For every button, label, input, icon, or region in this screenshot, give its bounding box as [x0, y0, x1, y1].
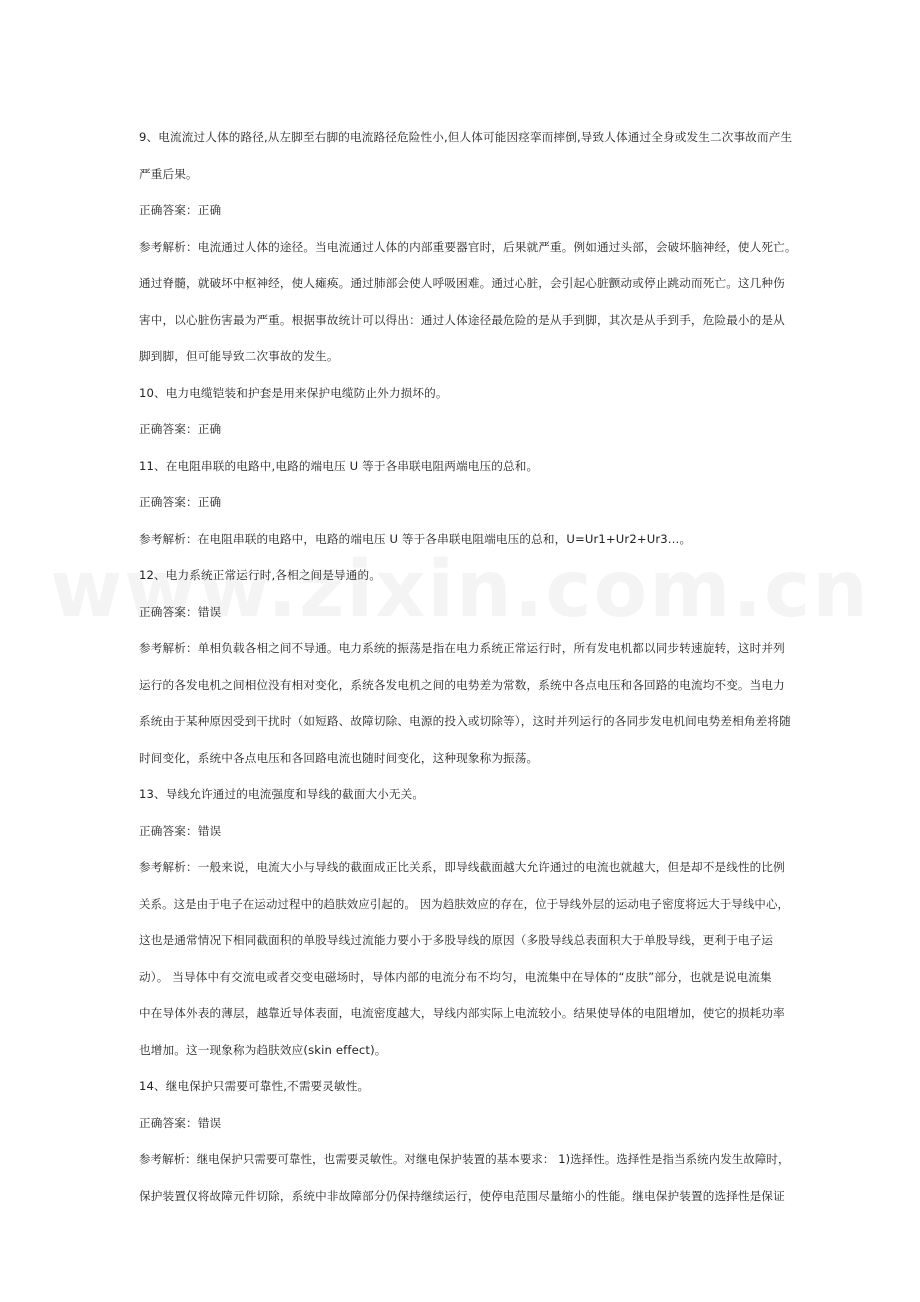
explanation-13-line-4: 动）。 当导体中有交流电或者交变电磁场时，导体内部的电流分布不均匀，电流集中在导体的“皮肤”部分，也就是说电流集 [139, 969, 772, 984]
document-body [139, 119, 799, 1214]
question-9-line-1: 9、电流流过人体的路径,从左脚至右脚的电流路径危险性小,但人体可能因痉挛而摔倒,导致人体通过全身或发生二次事故而产生 [139, 130, 793, 144]
explanation-12-line-2: 运行的各发电机之间相位没有相对变化，系统各发电机之间的电势差为常数，系统中各点电压和各回路的电流均不变。当电力 [139, 677, 785, 692]
explanation-9-line-1: 参考解析：电流通过人体的途径。当电流通过人体的内部重要器官时，后果就严重。例如通过头部，会破坏脑神经，使人死亡。 [139, 239, 797, 254]
explanation-12-line-4: 时间变化，系统中各点电压和各回路电流也随时间变化，这种现象称为振荡。 [139, 750, 539, 765]
question-9-line-2: 严重后果。 [139, 166, 198, 181]
explanation-9-line-2: 通过脊髓，就破坏中枢神经，使人瘫痪。通过肺部会使人呼吸困难。通过心脏，会引起心脏颤动或停止跳动而死亡。这几种伤 [139, 276, 785, 290]
explanation-12-line-1: 参考解析：单相负载各相之间不导通。电力系统的振荡是指在电力系统正常运行时，所有发电机都以同步转速旋转，这时并列 [139, 641, 785, 655]
answer-14: 正确答案：错误 [139, 1115, 222, 1130]
explanation-13-line-5: 中在导体外表的薄层，越靠近导体表面，电流密度越大，导线内部实际上电流较小。结果使导体的电阻增加，使它的损耗功率 [139, 1006, 785, 1020]
answer-9: 正确答案：正确 [139, 203, 222, 217]
explanation-9-line-4: 脚到脚，但可能导致二次事故的发生。 [139, 349, 339, 363]
explanation-13-line-2: 关系。这是由于电子在运动过程中的趋肤效应引起的。 因为趋肤效应的存在，位于导线外层的运动电子密度将远大于导线中心， [139, 896, 790, 911]
explanation-14-line-2: 保护装置仅将故障元件切除，系统中非故障部分仍保持继续运行，使停电范围尽量缩小的性能。继电保护装置的选择性是保证 [139, 1188, 785, 1203]
answer-11: 正确答案：正确 [139, 495, 222, 509]
explanation-13-line-1: 参考解析：一般来说，电流大小与导线的截面成正比关系，即导线截面越大允许通过的电流也就越大，但是却不是线性的比例 [139, 860, 785, 874]
question-10: 10、电力电缆铠装和护套是用来保护电缆防止外力损坏的。 [139, 385, 448, 400]
question-12: 12、电力系统正常运行时,各相之间是导通的。 [139, 568, 382, 582]
answer-10: 正确答案：正确 [139, 422, 222, 436]
answer-12: 正确答案：错误 [139, 604, 222, 619]
question-13: 13、导线允许通过的电流强度和导线的截面大小无关。 [139, 787, 425, 801]
explanation-12-line-3: 系统由于某种原因受到干扰时（如短路、故障切除、电源的投入或切除等），这时并列运行的各同步发电机间电势差相角差将随 [139, 714, 791, 728]
explanation-9-line-3: 害中，以心脏伤害最为严重。根据事故统计可以得出：通过人体途径最危险的是从手到脚，其次是从手到手，危险最小的是从 [139, 312, 785, 327]
explanation-13-line-3: 这也是通常情况下相同截面积的单股导线过流能力要小于多股导线的原因（多股导线总表面积大于单股导线，更利于电子运 [139, 933, 774, 947]
explanation-13-line-6: 也增加。这一现象称为趋肤效应(skin effect)。 [139, 1042, 387, 1057]
question-11: 11、在电阻串联的电路中,电路的端电压 U 等于各串联电阻两端电压的总和。 [139, 458, 539, 473]
question-14: 14、继电保护只需要可靠性,不需要灵敏性。 [139, 1079, 370, 1093]
answer-13: 正确答案：错误 [139, 823, 222, 838]
explanation-14-line-1: 参考解析：继电保护只需要可靠性，也需要灵敏性。对继电保护装置的基本要求： 1)选择性。选择性是指当系统内发生故障时， [139, 1152, 790, 1166]
explanation-11: 参考解析：在电阻串联的电路中，电路的端电压 U 等于各串联电阻端电压的总和，U=Ur1+Ur2+Ur3…。 [139, 531, 692, 546]
